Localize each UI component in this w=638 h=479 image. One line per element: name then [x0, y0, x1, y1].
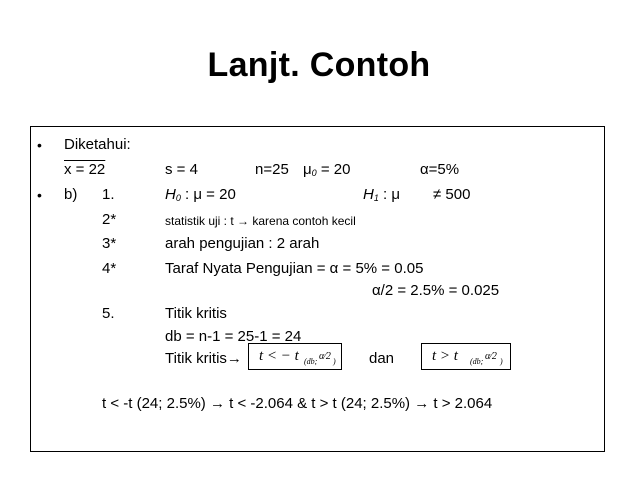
- test-statistic-text: statistik uji : t → karena contoh kecil: [165, 214, 356, 228]
- mu0-value: μ0 = 20: [303, 161, 351, 178]
- content-box: [30, 126, 605, 452]
- h1-value: ≠ 500: [433, 186, 471, 203]
- step-number: 2*: [102, 211, 117, 228]
- part-label: b): [64, 186, 78, 203]
- n-value: n=25: [255, 161, 289, 178]
- conclusion-text: t < -t (24; 2.5%) → t < -2.064 & t > t (24; 2.5%) → t > 2.064: [102, 395, 493, 412]
- critical-point-label: Titik kritis: [165, 305, 227, 322]
- s-value: s = 4: [165, 161, 198, 178]
- bullet-icon: •: [37, 137, 42, 153]
- diketahui-label: Diketahui:: [64, 136, 131, 153]
- left-critical-formula: t < − t (db; α⁄2 ): [248, 343, 342, 370]
- half-alpha-text: α/2 = 2.5% = 0.025: [372, 282, 500, 299]
- x-bar-value: x = 22: [64, 161, 106, 178]
- dan-label: dan: [369, 350, 395, 367]
- right-critical-formula: t > t (db; α⁄2 ): [421, 343, 511, 370]
- significance-level-text: Taraf Nyata Pengujian = α = 5% = 0.05: [165, 260, 424, 277]
- bullet-icon: •: [37, 187, 42, 203]
- alpha-value: α=5%: [420, 161, 460, 178]
- step-number: 1.: [102, 186, 115, 203]
- step-number: 5.: [102, 305, 115, 322]
- critical-point-label: Titik kritis→: [165, 350, 242, 367]
- test-direction-text: arah pengujian : 2 arah: [165, 235, 320, 252]
- step-number: 3*: [102, 235, 117, 252]
- step-number: 4*: [102, 260, 117, 277]
- h0-hypothesis: H0 : μ = 20: [165, 186, 236, 203]
- degrees-of-freedom-text: db = n-1 = 25-1 = 24: [165, 328, 302, 345]
- h1-hypothesis: H1 : μ: [363, 186, 401, 203]
- slide-title: Lanjt. Contoh: [207, 46, 431, 84]
